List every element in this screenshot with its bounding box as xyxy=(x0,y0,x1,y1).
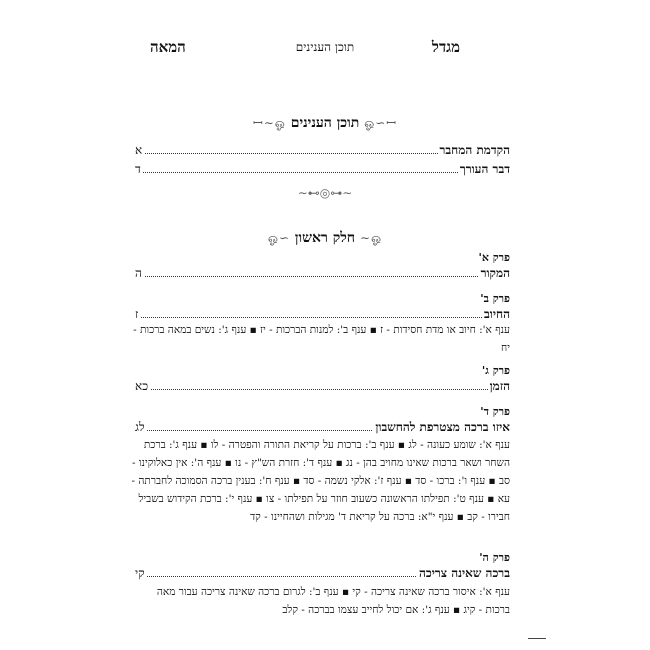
chapter-label: פרק א' xyxy=(478,251,510,264)
entry-page: א xyxy=(135,143,143,157)
entry-page: לג xyxy=(135,420,145,434)
chapter-subsections: ענף א': שומע כעונה - לג ▪ ענף ב': ברכות על קריאת התורה והפטרה - לו ▪ ענף ג': ברכת השחר ושאר ברכות שאינו מחויב בהן - נג ▪ ענף ד': חזרת הש"ץ - נו ▪ ענף ה': אין כאלוקינו - סב ▪ ענף ו': ברכו - סד ▪ ענף ז': אלקי נשמה - סד ▪ ענף ח': בענין ברכה הסמוכה לחברתה - עא ▪ ענף ט': תפילתו הראשונה כשעוב חוזר על תפילתו - צו ▪ ענף י': ברכת הקידוש בשביל חבירו - קב ▪ ענף י"א: ברכה על קריאת ד' מגילות ושהחיינו - קד xyxy=(131,439,510,523)
toc-entry-chapter-3[interactable] xyxy=(135,379,510,397)
chapter-label: פרק ב' xyxy=(480,292,510,305)
flourish-right-icon: ஓ∽ꟷ xyxy=(364,116,398,130)
chapter-label: פרק ד' xyxy=(480,405,510,418)
entry-title: הזמן xyxy=(489,379,510,393)
header-center: תוכן הענינים xyxy=(295,40,355,54)
entry-page: כא xyxy=(135,379,149,393)
flourish-right-icon: ஓ∽ xyxy=(359,231,383,245)
section-divider-icon: ∽⊷◎⊶∽ xyxy=(297,186,353,200)
entry-page: ה xyxy=(135,266,142,280)
chapter-subsections: ענף א': חיוב או מדת חסידות - ז ▪ ענף ב': למנות הברכות - יז ▪ ענף ג': נשים במאה ברכות - יח xyxy=(133,324,510,354)
entry-title: ברכה שאינה צריכה xyxy=(418,566,510,580)
entry-title: דבר העורך xyxy=(459,162,510,176)
toc-title: תוכן הענינים xyxy=(290,115,360,131)
entry-page: ד xyxy=(135,162,141,176)
part-title: חלק ראשון xyxy=(294,230,356,246)
flourish-left-icon: ꟷ∼ஓ xyxy=(252,116,286,130)
toc-entry-chapter-5[interactable] xyxy=(135,566,510,584)
toc-entry-chapter-1[interactable] xyxy=(135,266,510,284)
entry-title: המקור xyxy=(480,266,510,280)
entry-title: החיוב xyxy=(483,307,510,321)
chapter-label: פרק ה' xyxy=(479,551,510,564)
running-header xyxy=(0,38,650,58)
header-left: המאה xyxy=(150,38,186,56)
toc-entry-intro-1[interactable] xyxy=(135,143,510,161)
chapter-subsections: ענף א': איסור ברכה שאינה צריכה - קי ▪ ענף ב': לגרום ברכה שאינה צריכה עבור מאה ברכות - קיג ▪ ענף ג': אם יכול לחייב עצמו בברכה - קלב xyxy=(156,586,510,616)
toc-entry-intro-2[interactable] xyxy=(135,162,510,180)
entry-title: איזו ברכה מצטרפת להחשבון xyxy=(375,420,510,434)
entry-page: ז xyxy=(135,307,139,321)
part-title-block xyxy=(0,230,650,247)
entry-title: הקדמת המחבר xyxy=(439,143,510,157)
entry-page: קי xyxy=(135,566,145,580)
footer-rule xyxy=(528,638,546,639)
header-right: מגדל xyxy=(431,38,460,56)
toc-title-block xyxy=(0,114,650,132)
chapter-label: פרק ג' xyxy=(481,364,510,377)
flourish-left-icon: ∼ஓ xyxy=(267,231,291,245)
